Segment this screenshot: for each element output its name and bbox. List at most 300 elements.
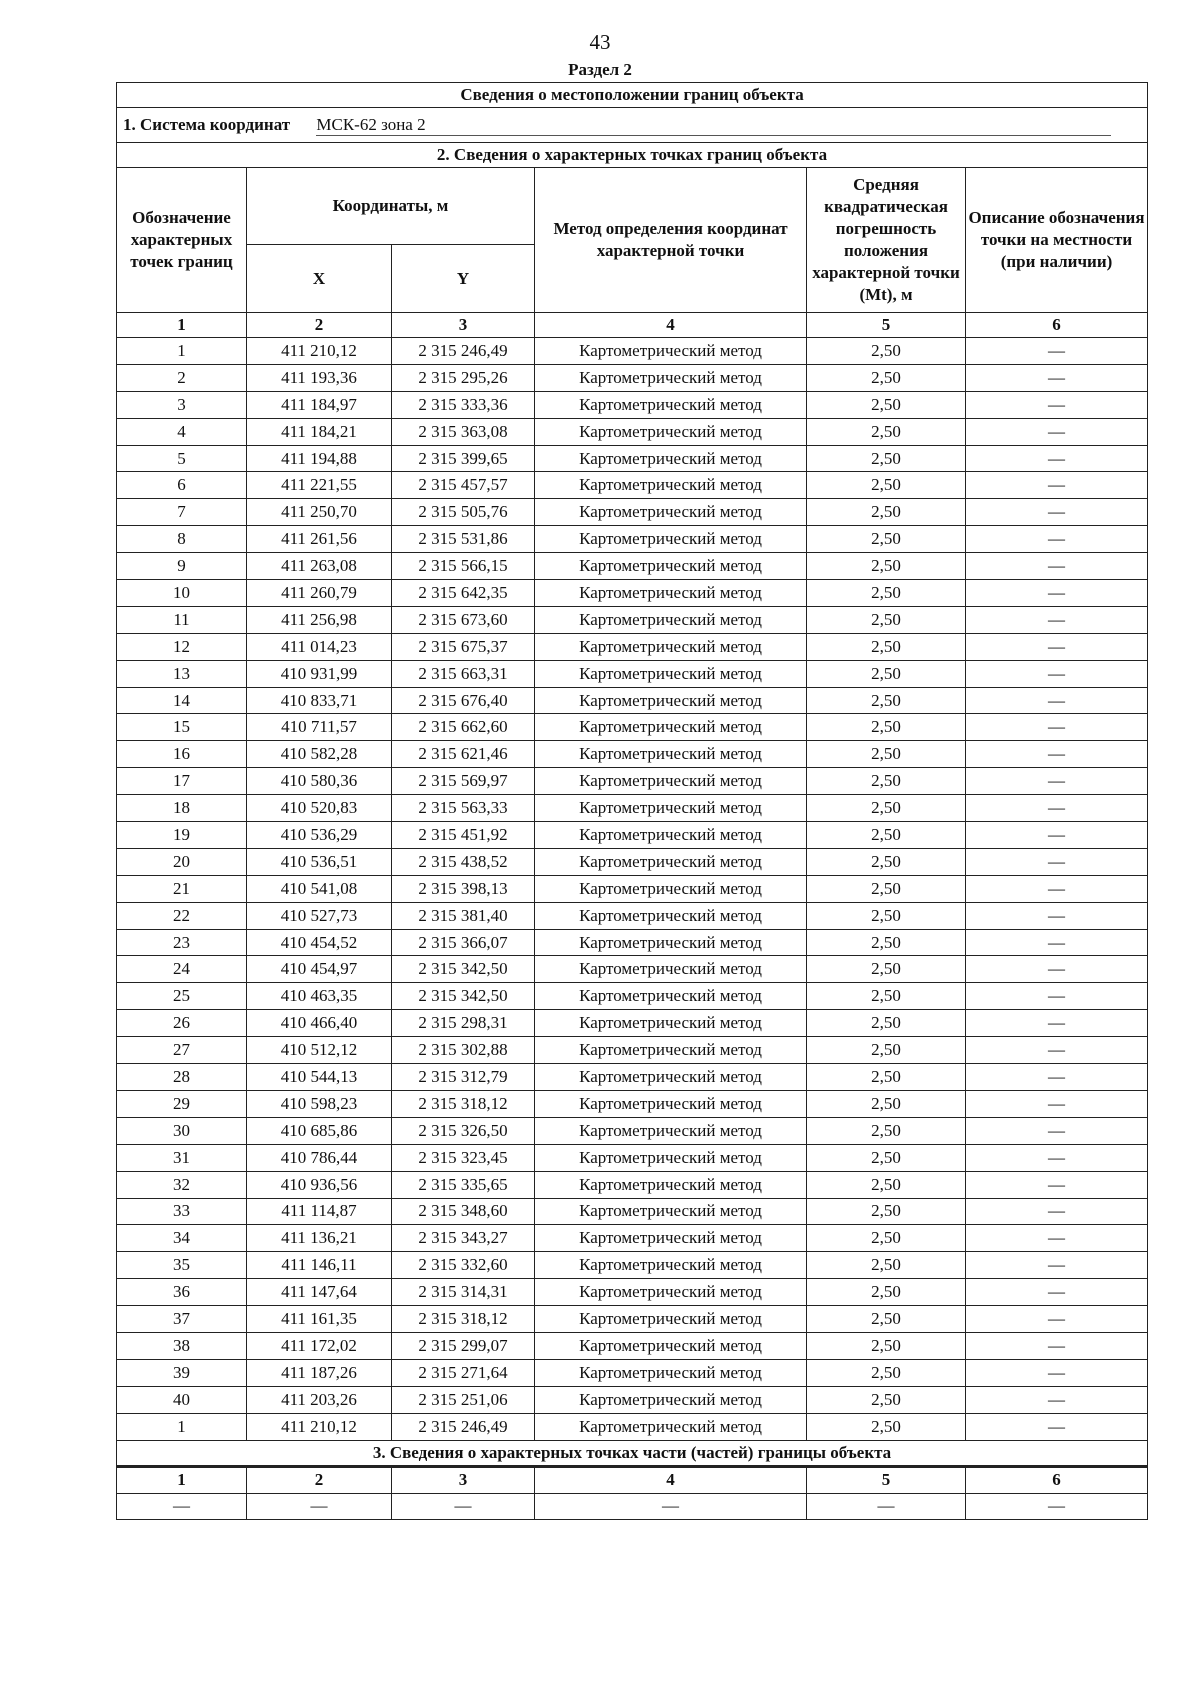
table-row bbox=[117, 660, 1148, 687]
point-id-cell: 16 bbox=[117, 741, 247, 768]
point-id-cell: 37 bbox=[117, 1306, 247, 1333]
table-row bbox=[117, 606, 1148, 633]
table-row bbox=[117, 391, 1148, 418]
point-id-cell: 3 bbox=[117, 391, 247, 418]
header-coordinates: Координаты, м bbox=[247, 168, 535, 245]
point-id-cell: 26 bbox=[117, 1010, 247, 1037]
accuracy-cell: 2,50 bbox=[807, 687, 966, 714]
method-cell: Картометрический метод bbox=[535, 1171, 807, 1198]
table-row bbox=[117, 1010, 1148, 1037]
method-cell: Картометрический метод bbox=[535, 553, 807, 580]
method-cell: Картометрический метод bbox=[535, 795, 807, 822]
table-row bbox=[117, 1090, 1148, 1117]
description-cell: — bbox=[966, 1279, 1148, 1306]
method-cell: Картометрический метод bbox=[535, 848, 807, 875]
method-cell: Картометрический метод bbox=[535, 660, 807, 687]
description-cell: — bbox=[966, 1332, 1148, 1359]
y-cell: — bbox=[392, 1493, 535, 1519]
description-cell: — bbox=[966, 1064, 1148, 1091]
accuracy-cell: 2,50 bbox=[807, 1359, 966, 1386]
accuracy-cell: 2,50 bbox=[807, 1279, 966, 1306]
x-cell: 410 454,52 bbox=[247, 929, 392, 956]
point-id-cell: 19 bbox=[117, 822, 247, 849]
point-id-cell: 9 bbox=[117, 553, 247, 580]
description-cell: — bbox=[966, 391, 1148, 418]
y-cell: 2 315 323,45 bbox=[392, 1144, 535, 1171]
y-cell: 2 315 642,35 bbox=[392, 580, 535, 607]
table-row bbox=[117, 1413, 1148, 1440]
accuracy-cell: 2,50 bbox=[807, 1090, 966, 1117]
table-row bbox=[117, 741, 1148, 768]
method-cell: Картометрический метод bbox=[535, 418, 807, 445]
table-row bbox=[117, 929, 1148, 956]
points-subtitle: 2. Сведения о характерных точках границ объекта bbox=[117, 143, 1148, 168]
y-cell: 2 315 673,60 bbox=[392, 606, 535, 633]
method-cell: Картометрический метод bbox=[535, 1386, 807, 1413]
description-cell: — bbox=[966, 714, 1148, 741]
method-cell: Картометрический метод bbox=[535, 1064, 807, 1091]
header-accuracy: Средняя квадратическая погрешность положения характерной точки (Mt), м bbox=[807, 168, 966, 313]
description-cell: — bbox=[966, 606, 1148, 633]
y-cell: 2 315 295,26 bbox=[392, 364, 535, 391]
description-cell: — bbox=[966, 902, 1148, 929]
point-id-cell: 2 bbox=[117, 364, 247, 391]
x-cell: 411 147,64 bbox=[247, 1279, 392, 1306]
method-cell: Картометрический метод bbox=[535, 983, 807, 1010]
y-cell: 2 315 333,36 bbox=[392, 391, 535, 418]
description-cell: — bbox=[966, 1037, 1148, 1064]
y-cell: 2 315 342,50 bbox=[392, 983, 535, 1010]
x-cell: 411 260,79 bbox=[247, 580, 392, 607]
part-subtitle-row bbox=[117, 1440, 1148, 1466]
point-id-cell: 1 bbox=[117, 1413, 247, 1440]
method-cell: Картометрический метод bbox=[535, 633, 807, 660]
accuracy-cell: 2,50 bbox=[807, 956, 966, 983]
header-y: Y bbox=[392, 245, 535, 313]
method-cell: Картометрический метод bbox=[535, 391, 807, 418]
description-cell: — bbox=[966, 1386, 1148, 1413]
table-row bbox=[117, 983, 1148, 1010]
description-cell: — bbox=[966, 1198, 1148, 1225]
column-number-row bbox=[117, 313, 1148, 338]
table-row bbox=[117, 1332, 1148, 1359]
y-cell: 2 315 342,50 bbox=[392, 956, 535, 983]
method-cell: Картометрический метод bbox=[535, 902, 807, 929]
y-cell: 2 315 302,88 bbox=[392, 1037, 535, 1064]
description-cell: — bbox=[966, 795, 1148, 822]
x-cell: 410 520,83 bbox=[247, 795, 392, 822]
x-cell: 410 466,40 bbox=[247, 1010, 392, 1037]
table-row bbox=[117, 364, 1148, 391]
point-id-cell: 13 bbox=[117, 660, 247, 687]
point-id-cell: 11 bbox=[117, 606, 247, 633]
point-id-cell: 29 bbox=[117, 1090, 247, 1117]
point-id-cell: 5 bbox=[117, 445, 247, 472]
table-row bbox=[117, 418, 1148, 445]
x-cell: 411 194,88 bbox=[247, 445, 392, 472]
table-row bbox=[117, 1359, 1148, 1386]
x-cell: 411 263,08 bbox=[247, 553, 392, 580]
y-cell: 2 315 621,46 bbox=[392, 741, 535, 768]
table-row bbox=[117, 714, 1148, 741]
accuracy-cell: 2,50 bbox=[807, 768, 966, 795]
x-cell: 411 210,12 bbox=[247, 1413, 392, 1440]
column-number: 3 bbox=[392, 1466, 535, 1493]
table-row bbox=[117, 338, 1148, 365]
point-id-cell: 38 bbox=[117, 1332, 247, 1359]
description-cell: — bbox=[966, 1144, 1148, 1171]
y-cell: 2 315 363,08 bbox=[392, 418, 535, 445]
accuracy-cell: 2,50 bbox=[807, 1252, 966, 1279]
accuracy-cell: 2,50 bbox=[807, 1386, 966, 1413]
accuracy-cell: 2,50 bbox=[807, 660, 966, 687]
table-row bbox=[117, 795, 1148, 822]
description-cell: — bbox=[966, 956, 1148, 983]
y-cell: 2 315 399,65 bbox=[392, 445, 535, 472]
accuracy-cell: 2,50 bbox=[807, 1306, 966, 1333]
method-cell: Картометрический метод bbox=[535, 768, 807, 795]
y-cell: 2 315 505,76 bbox=[392, 499, 535, 526]
table-row bbox=[117, 499, 1148, 526]
accuracy-cell: 2,50 bbox=[807, 499, 966, 526]
accuracy-cell: 2,50 bbox=[807, 1010, 966, 1037]
x-cell: 411 184,21 bbox=[247, 418, 392, 445]
description-cell: — bbox=[966, 1493, 1148, 1519]
table-row bbox=[117, 580, 1148, 607]
column-number: 5 bbox=[807, 313, 966, 338]
y-cell: 2 315 457,57 bbox=[392, 472, 535, 499]
accuracy-cell: — bbox=[807, 1493, 966, 1519]
method-cell: Картометрический метод bbox=[535, 580, 807, 607]
accuracy-cell: 2,50 bbox=[807, 795, 966, 822]
x-cell: 410 527,73 bbox=[247, 902, 392, 929]
y-cell: 2 315 381,40 bbox=[392, 902, 535, 929]
point-id-cell: 7 bbox=[117, 499, 247, 526]
x-cell: 411 161,35 bbox=[247, 1306, 392, 1333]
point-id-cell: 1 bbox=[117, 338, 247, 365]
description-cell: — bbox=[966, 553, 1148, 580]
accuracy-cell: 2,50 bbox=[807, 1144, 966, 1171]
table-row bbox=[117, 1279, 1148, 1306]
point-id-cell: 6 bbox=[117, 472, 247, 499]
x-cell: 410 536,51 bbox=[247, 848, 392, 875]
method-cell: Картометрический метод bbox=[535, 1332, 807, 1359]
column-number: 1 bbox=[117, 1466, 247, 1493]
point-id-cell: 36 bbox=[117, 1279, 247, 1306]
description-cell: — bbox=[966, 1413, 1148, 1440]
method-cell: Картометрический метод bbox=[535, 1198, 807, 1225]
x-cell: 411 187,26 bbox=[247, 1359, 392, 1386]
method-cell: Картометрический метод bbox=[535, 1037, 807, 1064]
method-cell: Картометрический метод bbox=[535, 1225, 807, 1252]
accuracy-cell: 2,50 bbox=[807, 526, 966, 553]
description-cell: — bbox=[966, 741, 1148, 768]
accuracy-cell: 2,50 bbox=[807, 902, 966, 929]
y-cell: 2 315 531,86 bbox=[392, 526, 535, 553]
point-id-cell: 18 bbox=[117, 795, 247, 822]
y-cell: 2 315 438,52 bbox=[392, 848, 535, 875]
description-cell: — bbox=[966, 687, 1148, 714]
x-cell: 410 536,29 bbox=[247, 822, 392, 849]
accuracy-cell: 2,50 bbox=[807, 929, 966, 956]
accuracy-cell: 2,50 bbox=[807, 714, 966, 741]
column-number: 6 bbox=[966, 1466, 1148, 1493]
x-cell: 410 544,13 bbox=[247, 1064, 392, 1091]
y-cell: 2 315 298,31 bbox=[392, 1010, 535, 1037]
point-id-cell: 22 bbox=[117, 902, 247, 929]
accuracy-cell: 2,50 bbox=[807, 741, 966, 768]
column-number: 1 bbox=[117, 313, 247, 338]
table-row bbox=[117, 553, 1148, 580]
point-id-cell: 33 bbox=[117, 1198, 247, 1225]
section-title: Раздел 2 bbox=[568, 60, 632, 79]
description-cell: — bbox=[966, 580, 1148, 607]
accuracy-cell: 2,50 bbox=[807, 606, 966, 633]
accuracy-cell: 2,50 bbox=[807, 445, 966, 472]
method-cell: Картометрический метод bbox=[535, 1306, 807, 1333]
header-method: Метод определения координат характерной точки bbox=[535, 168, 807, 313]
accuracy-cell: 2,50 bbox=[807, 553, 966, 580]
column-number: 5 bbox=[807, 1466, 966, 1493]
y-cell: 2 315 343,27 bbox=[392, 1225, 535, 1252]
y-cell: 2 315 326,50 bbox=[392, 1117, 535, 1144]
table-row bbox=[117, 687, 1148, 714]
description-cell: — bbox=[966, 1359, 1148, 1386]
description-cell: — bbox=[966, 1090, 1148, 1117]
accuracy-cell: 2,50 bbox=[807, 472, 966, 499]
page-number: 43 bbox=[589, 30, 611, 54]
description-cell: — bbox=[966, 1252, 1148, 1279]
x-cell: 410 936,56 bbox=[247, 1171, 392, 1198]
table-row bbox=[117, 902, 1148, 929]
method-cell: Картометрический метод bbox=[535, 445, 807, 472]
description-cell: — bbox=[966, 660, 1148, 687]
accuracy-cell: 2,50 bbox=[807, 338, 966, 365]
method-cell: Картометрический метод bbox=[535, 606, 807, 633]
description-cell: — bbox=[966, 1225, 1148, 1252]
point-id-cell: 27 bbox=[117, 1037, 247, 1064]
column-number: 2 bbox=[247, 1466, 392, 1493]
y-cell: 2 315 675,37 bbox=[392, 633, 535, 660]
x-cell: 410 582,28 bbox=[247, 741, 392, 768]
description-cell: — bbox=[966, 364, 1148, 391]
header-row-top bbox=[117, 168, 1148, 245]
description-cell: — bbox=[966, 633, 1148, 660]
description-cell: — bbox=[966, 983, 1148, 1010]
accuracy-cell: 2,50 bbox=[807, 1413, 966, 1440]
method-cell: Картометрический метод bbox=[535, 956, 807, 983]
document-title-row bbox=[117, 83, 1148, 108]
table-row bbox=[117, 445, 1148, 472]
y-cell: 2 315 312,79 bbox=[392, 1064, 535, 1091]
method-cell: Картометрический метод bbox=[535, 526, 807, 553]
coordinate-system-label: 1. Система координат bbox=[123, 114, 291, 134]
table-row bbox=[117, 875, 1148, 902]
header-description: Описание обозначения точки на местности (при наличии) bbox=[966, 168, 1148, 313]
y-cell: 2 315 318,12 bbox=[392, 1090, 535, 1117]
x-cell: 410 454,97 bbox=[247, 956, 392, 983]
y-cell: 2 315 348,60 bbox=[392, 1198, 535, 1225]
method-cell: Картометрический метод bbox=[535, 338, 807, 365]
coordinate-system-row bbox=[117, 108, 1148, 143]
x-cell: 411 256,98 bbox=[247, 606, 392, 633]
description-cell: — bbox=[966, 822, 1148, 849]
x-cell: 411 250,70 bbox=[247, 499, 392, 526]
table-row bbox=[117, 1037, 1148, 1064]
method-cell: Картометрический метод bbox=[535, 1144, 807, 1171]
y-cell: 2 315 251,06 bbox=[392, 1386, 535, 1413]
document-title: Сведения о местоположении границ объекта bbox=[117, 83, 1148, 108]
table-row bbox=[117, 956, 1148, 983]
point-id-cell: 30 bbox=[117, 1117, 247, 1144]
description-cell: — bbox=[966, 929, 1148, 956]
y-cell: 2 315 569,97 bbox=[392, 768, 535, 795]
description-cell: — bbox=[966, 1171, 1148, 1198]
boundary-table bbox=[116, 82, 1148, 1520]
y-cell: 2 315 299,07 bbox=[392, 1332, 535, 1359]
x-cell: 410 833,71 bbox=[247, 687, 392, 714]
method-cell: Картометрический метод bbox=[535, 1413, 807, 1440]
table-row bbox=[117, 1171, 1148, 1198]
point-id-cell: — bbox=[117, 1493, 247, 1519]
point-id-cell: 25 bbox=[117, 983, 247, 1010]
y-cell: 2 315 332,60 bbox=[392, 1252, 535, 1279]
accuracy-cell: 2,50 bbox=[807, 1117, 966, 1144]
accuracy-cell: 2,50 bbox=[807, 391, 966, 418]
accuracy-cell: 2,50 bbox=[807, 983, 966, 1010]
table-row bbox=[117, 1117, 1148, 1144]
point-id-cell: 34 bbox=[117, 1225, 247, 1252]
y-cell: 2 315 451,92 bbox=[392, 822, 535, 849]
accuracy-cell: 2,50 bbox=[807, 848, 966, 875]
accuracy-cell: 2,50 bbox=[807, 1198, 966, 1225]
description-cell: — bbox=[966, 472, 1148, 499]
x-cell: 411 136,21 bbox=[247, 1225, 392, 1252]
table-row bbox=[117, 633, 1148, 660]
column-number: 2 bbox=[247, 313, 392, 338]
accuracy-cell: 2,50 bbox=[807, 418, 966, 445]
accuracy-cell: 2,50 bbox=[807, 580, 966, 607]
method-cell: Картометрический метод bbox=[535, 741, 807, 768]
method-cell: — bbox=[535, 1493, 807, 1519]
part-table-row bbox=[117, 1493, 1148, 1519]
table-row bbox=[117, 822, 1148, 849]
coordinate-system-value: МСК-62 зона 2 bbox=[316, 115, 1111, 136]
x-cell: 410 786,44 bbox=[247, 1144, 392, 1171]
description-cell: — bbox=[966, 526, 1148, 553]
method-cell: Картометрический метод bbox=[535, 1279, 807, 1306]
x-cell: 410 580,36 bbox=[247, 768, 392, 795]
y-cell: 2 315 563,33 bbox=[392, 795, 535, 822]
y-cell: 2 315 246,49 bbox=[392, 338, 535, 365]
description-cell: — bbox=[966, 499, 1148, 526]
method-cell: Картометрический метод bbox=[535, 714, 807, 741]
y-cell: 2 315 663,31 bbox=[392, 660, 535, 687]
description-cell: — bbox=[966, 418, 1148, 445]
accuracy-cell: 2,50 bbox=[807, 822, 966, 849]
description-cell: — bbox=[966, 338, 1148, 365]
table-row bbox=[117, 1252, 1148, 1279]
method-cell: Картометрический метод bbox=[535, 499, 807, 526]
x-cell: 411 146,11 bbox=[247, 1252, 392, 1279]
point-id-cell: 17 bbox=[117, 768, 247, 795]
point-id-cell: 15 bbox=[117, 714, 247, 741]
description-cell: — bbox=[966, 1306, 1148, 1333]
table-row bbox=[117, 1064, 1148, 1091]
point-id-cell: 32 bbox=[117, 1171, 247, 1198]
table-row bbox=[117, 1198, 1148, 1225]
method-cell: Картометрический метод bbox=[535, 822, 807, 849]
table-row bbox=[117, 768, 1148, 795]
method-cell: Картометрический метод bbox=[535, 472, 807, 499]
point-id-cell: 20 bbox=[117, 848, 247, 875]
method-cell: Картометрический метод bbox=[535, 1090, 807, 1117]
column-number: 4 bbox=[535, 1466, 807, 1493]
y-cell: 2 315 366,07 bbox=[392, 929, 535, 956]
point-id-cell: 10 bbox=[117, 580, 247, 607]
method-cell: Картометрический метод bbox=[535, 1117, 807, 1144]
accuracy-cell: 2,50 bbox=[807, 1332, 966, 1359]
x-cell: 410 541,08 bbox=[247, 875, 392, 902]
point-id-cell: 24 bbox=[117, 956, 247, 983]
point-id-cell: 14 bbox=[117, 687, 247, 714]
table-row bbox=[117, 1144, 1148, 1171]
x-cell: 410 512,12 bbox=[247, 1037, 392, 1064]
table-row bbox=[117, 848, 1148, 875]
x-cell: 411 203,26 bbox=[247, 1386, 392, 1413]
accuracy-cell: 2,50 bbox=[807, 633, 966, 660]
x-cell: 411 172,02 bbox=[247, 1332, 392, 1359]
column-number: 4 bbox=[535, 313, 807, 338]
point-id-cell: 23 bbox=[117, 929, 247, 956]
method-cell: Картометрический метод bbox=[535, 1010, 807, 1037]
x-cell: 411 184,97 bbox=[247, 391, 392, 418]
accuracy-cell: 2,50 bbox=[807, 1064, 966, 1091]
table-row bbox=[117, 1306, 1148, 1333]
x-cell: 411 014,23 bbox=[247, 633, 392, 660]
method-cell: Картометрический метод bbox=[535, 1359, 807, 1386]
column-number: 3 bbox=[392, 313, 535, 338]
accuracy-cell: 2,50 bbox=[807, 875, 966, 902]
point-id-cell: 4 bbox=[117, 418, 247, 445]
y-cell: 2 315 318,12 bbox=[392, 1306, 535, 1333]
table-row bbox=[117, 1386, 1148, 1413]
point-id-cell: 28 bbox=[117, 1064, 247, 1091]
column-number: 6 bbox=[966, 313, 1148, 338]
accuracy-cell: 2,50 bbox=[807, 1037, 966, 1064]
point-id-cell: 39 bbox=[117, 1359, 247, 1386]
x-cell: 410 711,57 bbox=[247, 714, 392, 741]
x-cell: 410 463,35 bbox=[247, 983, 392, 1010]
description-cell: — bbox=[966, 875, 1148, 902]
x-cell: — bbox=[247, 1493, 392, 1519]
description-cell: — bbox=[966, 768, 1148, 795]
accuracy-cell: 2,50 bbox=[807, 364, 966, 391]
accuracy-cell: 2,50 bbox=[807, 1225, 966, 1252]
table-row bbox=[117, 472, 1148, 499]
x-cell: 411 114,87 bbox=[247, 1198, 392, 1225]
y-cell: 2 315 246,49 bbox=[392, 1413, 535, 1440]
y-cell: 2 315 676,40 bbox=[392, 687, 535, 714]
point-id-cell: 31 bbox=[117, 1144, 247, 1171]
table-row bbox=[117, 526, 1148, 553]
description-cell: — bbox=[966, 1117, 1148, 1144]
y-cell: 2 315 398,13 bbox=[392, 875, 535, 902]
x-cell: 410 931,99 bbox=[247, 660, 392, 687]
y-cell: 2 315 335,65 bbox=[392, 1171, 535, 1198]
part-column-number-row bbox=[117, 1466, 1148, 1493]
y-cell: 2 315 271,64 bbox=[392, 1359, 535, 1386]
